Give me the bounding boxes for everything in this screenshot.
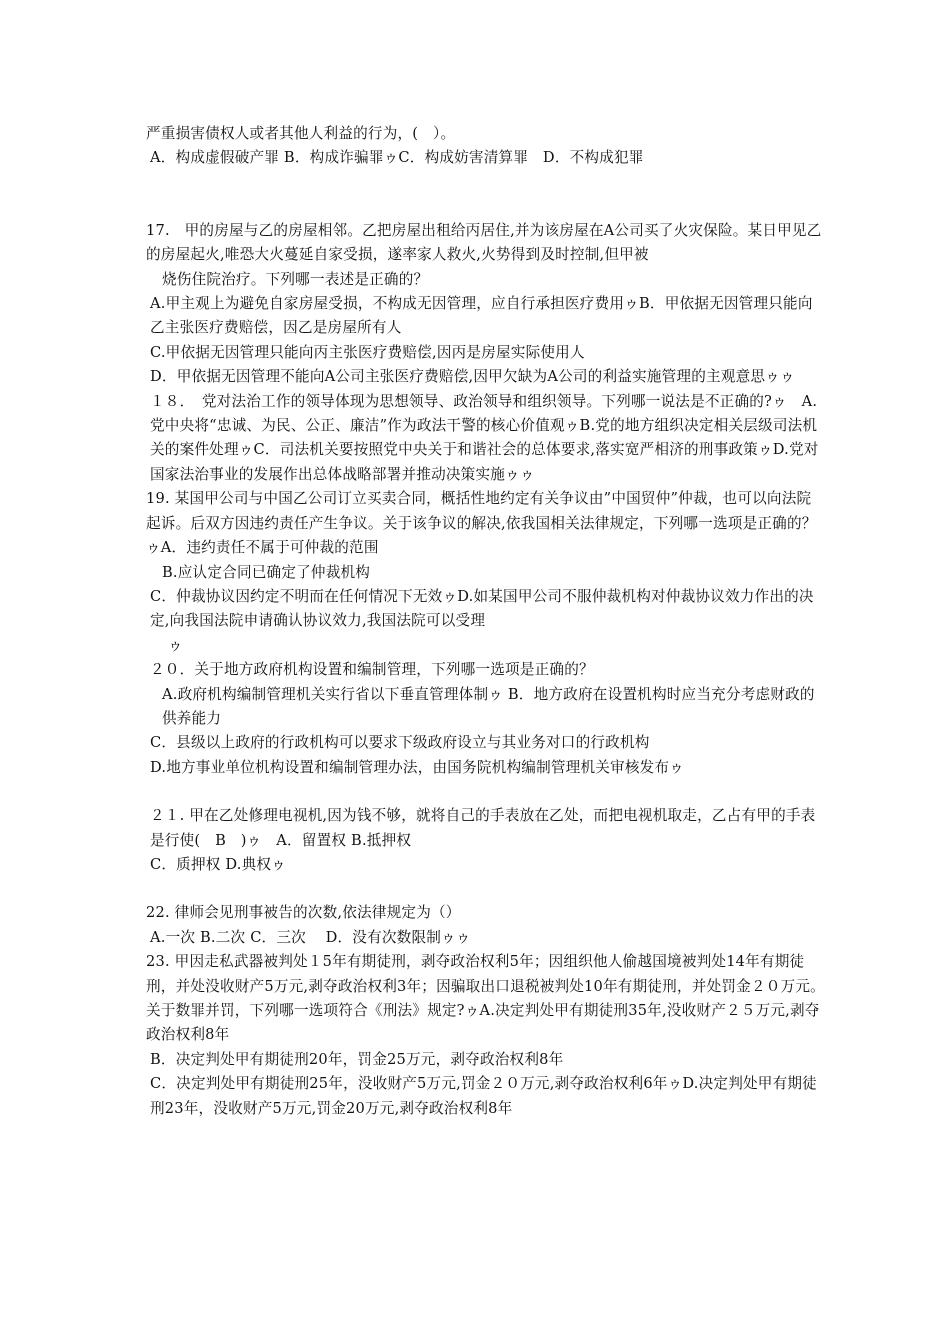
spacer [146,780,826,804]
q23-option-b: B．决定判处甲有期徒刑20年，罚金25万元，剥夺政治权利8年 [150,1050,564,1068]
q17-option-d: D．甲依据无因管理不能向A公司主张医疗费赔偿,因甲欠缺为A公司的利益实施管理的主观意思ゥゥ [150,368,795,386]
spacer [146,877,826,901]
spacer [146,171,826,219]
q23-option-cd: C．决定判处甲有期徒刑25年，没收财产5万元,罚金２０万元,剥夺政治权利6年ゥD.决定判处甲有期徒刑23年，没收财产5万元,罚金20万元,剥夺政治权利8年 [150,1075,817,1117]
q17-stem: 17. 甲的房屋与乙的房屋相邻。乙把房屋出租给丙居住,并为该房屋在A公司买了火灾保险。某日甲见乙的房屋起火,唯恐大火蔓延自家受损，遂率家人救火,火势得到及时控制,但甲被 [146,221,822,264]
q21-text: ２１. 甲在乙处修理电视机,因为钱不够，就将自己的手表放在乙处，而把电视机取走，乙占有甲的手表是行使( B )ゥ A．留置权 B.抵押权 [150,807,816,849]
q16-stem-tail: 严重损害债权人或者其他人利益的行为，( ）。 [146,125,456,142]
q17-option-ab: A.甲主观上为避免自家房屋受损，不构成无因管理，应自行承担医疗费用ゥB．甲依据无因管理只能向乙主张医疗费赔偿，因乙是房屋所有人 [150,295,813,337]
q19-end-mark: ゥ [168,636,183,654]
q19-option-cd: C．仲裁协议因约定不明而在任何情况下无效ゥD.如某国甲公司不服仲裁机构对仲裁协议效力作出的决定,向我国法院申请确认协议效力,我国法院可以受理 [150,587,814,630]
q19-option-b: B.应认定合同已确定了仲裁机构 [162,563,371,581]
q21-option-cd: C．质押权 D.典权ゥ [150,855,286,873]
q16-options: A．构成虚假破产罪 B．构成诈骗罪ゥC．构成妨害清算罪 D．不构成犯罪 [150,149,644,167]
q17-option-c: C.甲依据无因管理只能向丙主张医疗费赔偿,因丙是房屋实际使用人 [150,343,585,361]
q20-option-ab: A.政府机构编制管理机关实行省以下垂直管理体制ゥ B．地方政府在设置机构时应当充分考虑财政的供养能力 [162,685,815,727]
q20-option-c: C．县级以上政府的行政机构可以要求下级政府设立与其业务对口的行政机构 [150,734,650,752]
document-body [146,122,826,1121]
q17-stem-question: 烧伤住院治疗。下列哪一表述是正确的？ [162,270,429,288]
q18-text: １８． 党对法治工作的领导体现为思想领导、政治领导和组织领导。下列哪一说法是不正确的?ゥ A.党中央将“忠诚、为民、公正、廉洁”作为政法干警的核心价值观ゥB.党的地方组织决定相关层级司法机关的案件处理ゥC．司法机关要按照党中央关于和谐社会的总体要求,落实宽严相济的刑事政策ゥD.党对国家法治事业的发展作出总体战略部署并推动决策实施ゥゥ [150,392,819,483]
q23-stem: 23. 甲因走私武器被判处１5年有期徒刑，剥夺政治权利5年；因组织他人偷越国境被判处14年有期徒刑，并处没收财产5万元,剥夺政治权利3年；因骗取出口退税被判处10年有期徒刑，并处罚金２０万元。关于数罪并罚，下列哪一选项符合《刑法》规定?ゥA.决定判处甲有期徒刑35年,没收财产２５万元,剥夺政治权利8年 [146,953,825,1044]
q19-stem: 19. 某国甲公司与中国乙公司订立买卖合同，概括性地约定有关争议由”中国贸仲”仲裁，也可以向法院起诉。后双方因违约责任产生争议。关于该争议的解决,依我国相关法律规定，下列哪一选项是正确的？ゥA．违约责任不属于可仲裁的范围 [146,490,817,557]
q22-options: A.一次 B.二次 C．三次 D．没有次数限制ゥゥ [150,928,471,946]
q20-option-d: D.地方事业单位机构设置和编制管理办法，由国务院机构编制管理机关审核发布ゥ [150,758,685,776]
q20-stem: ２０．关于地方政府机构设置和编制管理，下列哪一选项是正确的？ [150,661,594,679]
q22-stem: 22. 律师会见刑事被告的次数,依法律规定为（） [146,904,461,922]
